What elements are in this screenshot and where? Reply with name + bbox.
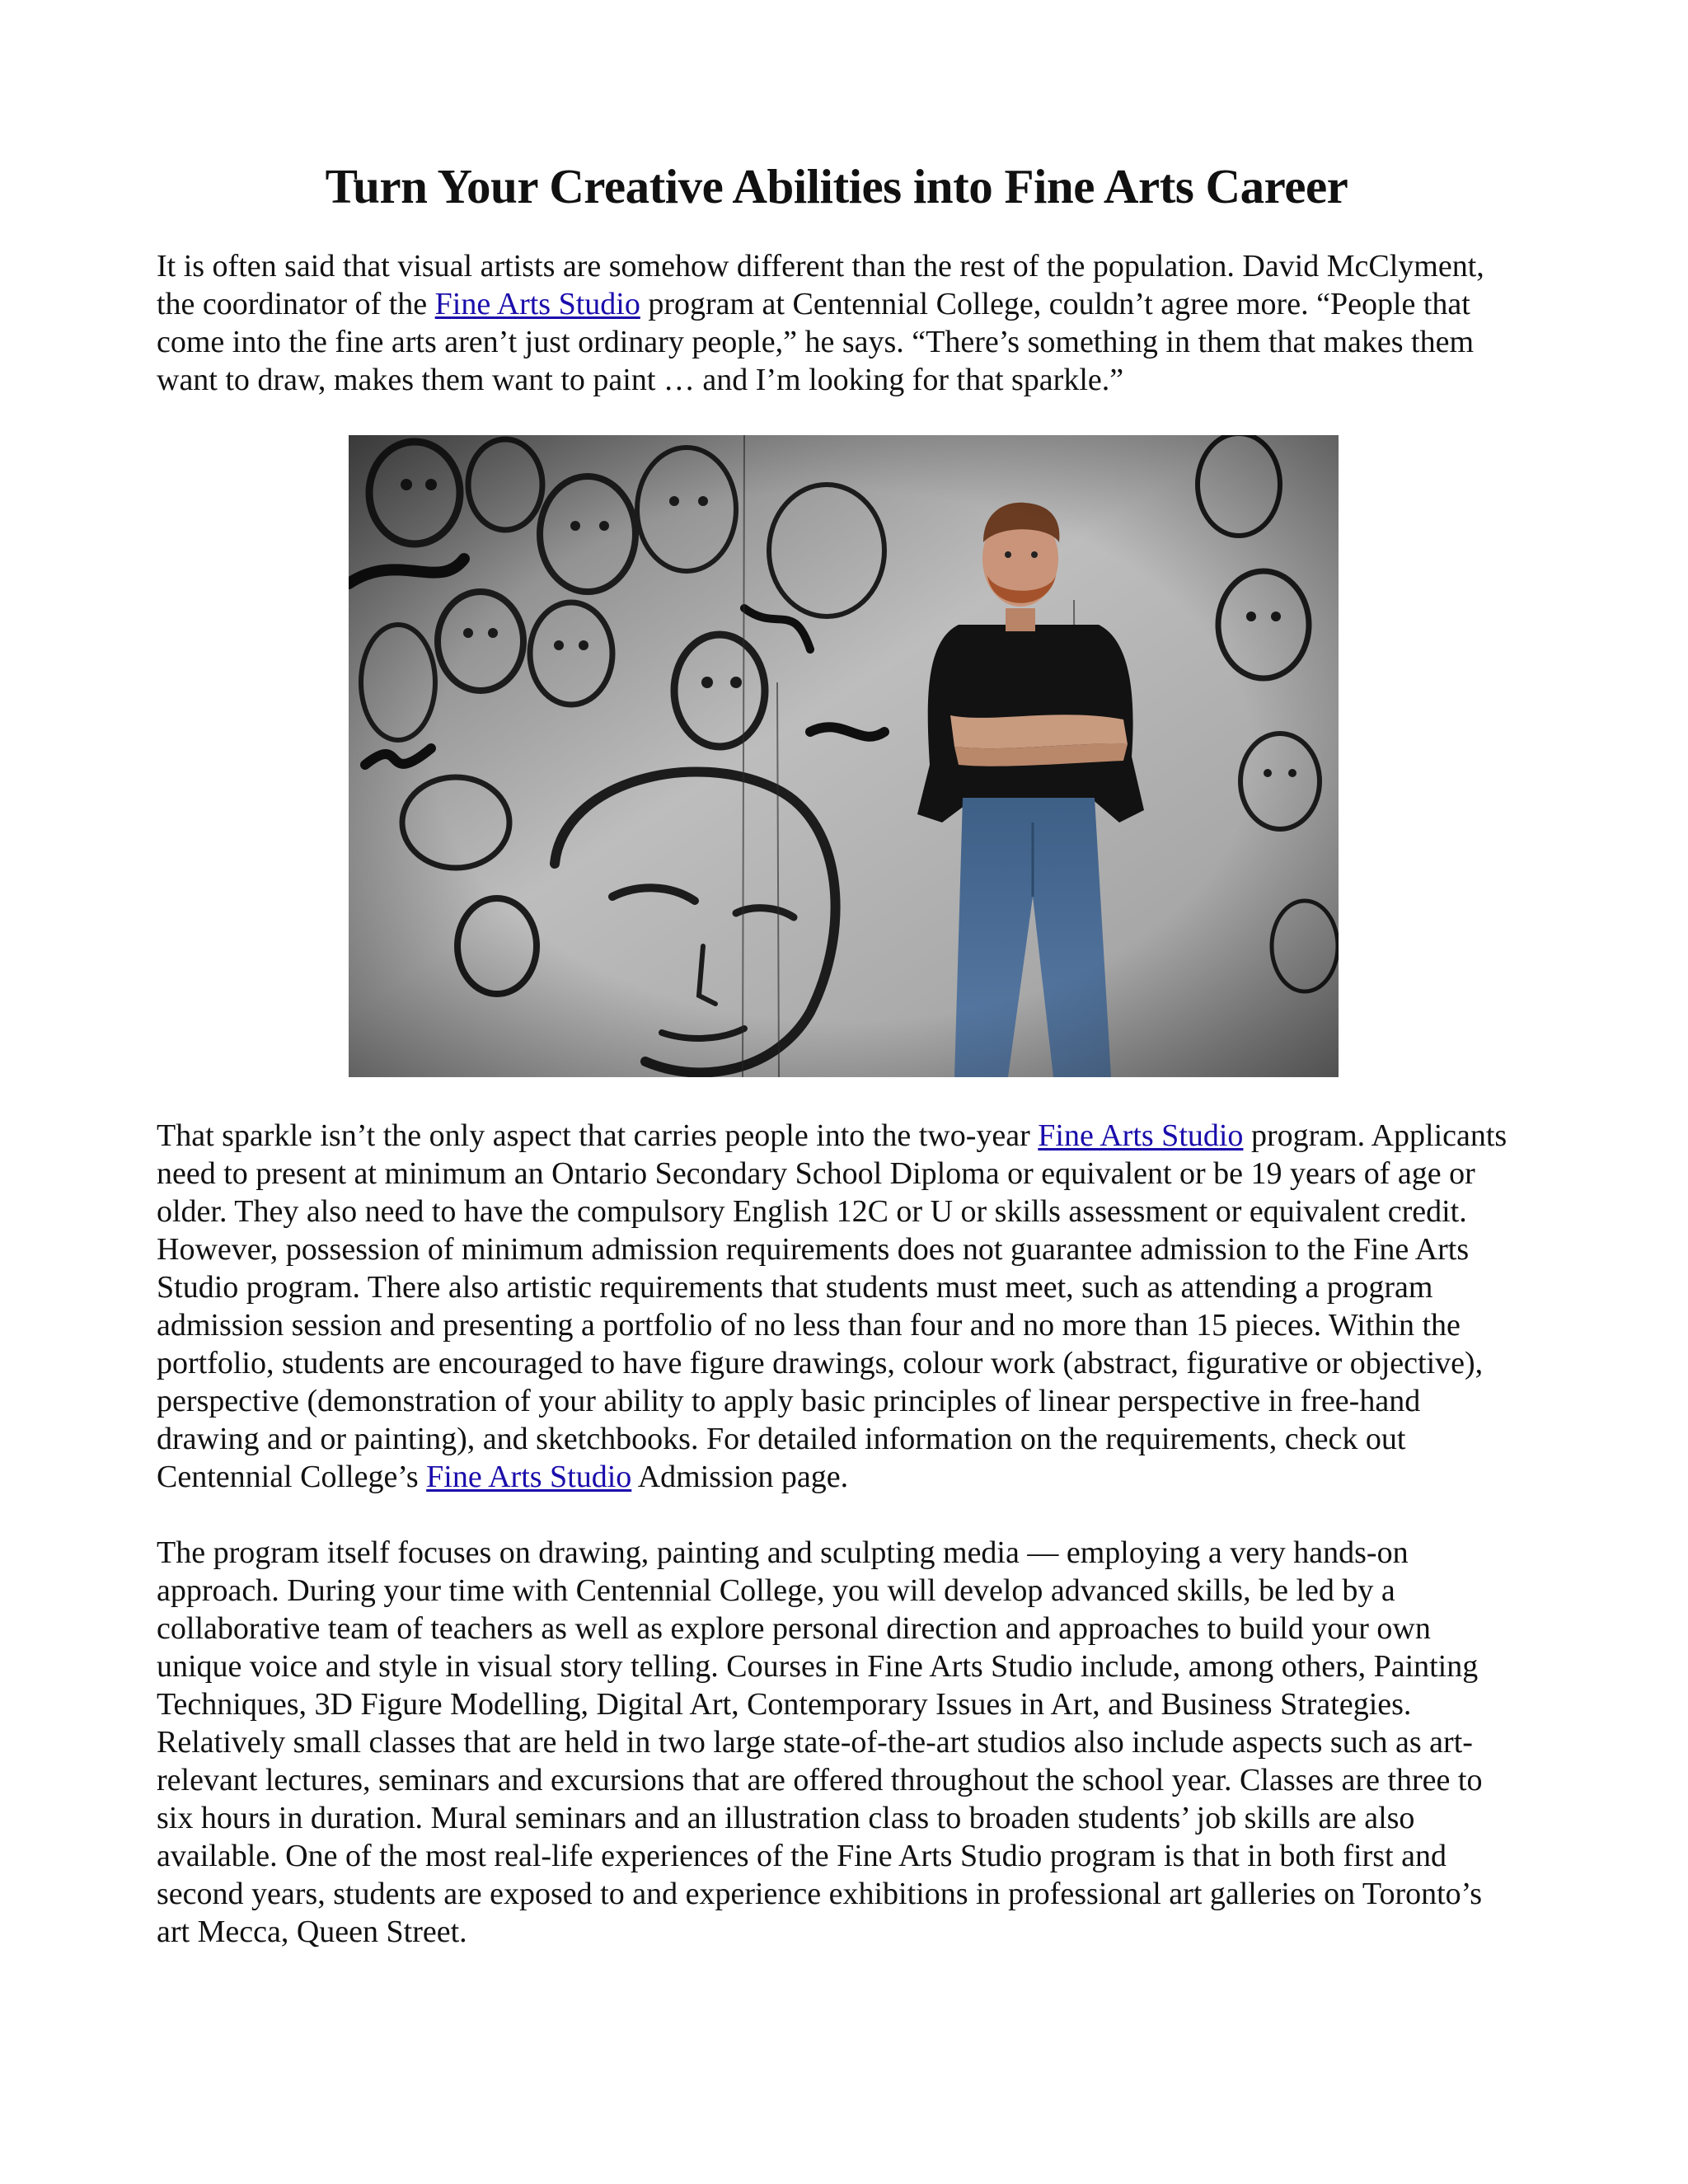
article-title: Turn Your Creative Abilities into Fine Arts Career xyxy=(325,159,1348,213)
article xyxy=(157,157,1517,1951)
intro-text-end: program at Centennial College, couldn’t agree more. “People that come into the fine arts aren’t just ordinary people,” he says. “There’s something in them that makes them want to draw, makes them want to paint … and I’m looking for that sparkle.” xyxy=(157,287,1475,397)
requirements-paragraph xyxy=(157,1117,1517,1496)
intro-text-start: It is often said that visual artists are somehow different than the rest of the population. David McClyment, the coordinator of the xyxy=(157,249,1484,321)
requirements-text-middle: program. Applicants need to present at minimum an Ontario Secondary School Diploma or equivalent or be 19 years of age or older. They also need to have the compulsory English 12C or U or skills assessment or equivalent credit. However, possession of minimum admission requirements does not guarantee admission to the Fine Arts Studio program. There also artistic requirements that students must meet, such as attending a program admission session and presenting a portfolio of no less than four and no more than 15 pieces. Within the portfolio, students are encouraged to have figure drawings, colour work (abstract, figurative or objective), perspective (demonstration of your ability to apply basic principles of linear perspective in free-hand drawing and or painting), and sketchbooks. For detailed information on the requirements, check out Centennial College’s xyxy=(157,1118,1507,1494)
requirements-text-end: Admission page. xyxy=(631,1460,849,1494)
fine-arts-studio-link[interactable]: Fine Arts Studio xyxy=(434,287,640,321)
requirements-text-start: That sparkle isn’t the only aspect that carries people into the two-year xyxy=(157,1118,1039,1153)
program-paragraph: The program itself focuses on drawing, painting and sculpting media — employing a very hands-on approach. During your time with Centennial College, you will develop advanced skills, be led by a collaborative team of teachers as well as explore personal direction and approaches to build your own unique voice and style in visual story telling. Courses in Fine Arts Studio include, among others, Painting Techniques, 3D Figure Modelling, Digital Art, Contemporary Issues in Art, and Business Strategies. Relatively small classes that are held in two large state-of-the-art studios also include aspects such as art-relevant lectures, seminars and excursions that are offered throughout the school year. Classes are three to six hours in duration. Mural seminars and an illustration class to broaden students’ job skills are also available. One of the most real-life experiences of the Fine Arts Studio program is that in both first and second years, students are exposed to and experience exhibitions in professional art galleries on Toronto’s art Mecca, Queen Street. xyxy=(157,1535,1483,1949)
article-photo xyxy=(349,435,1339,1077)
intro-paragraph xyxy=(157,247,1517,399)
fine-arts-studio-link[interactable]: Fine Arts Studio xyxy=(1038,1118,1244,1153)
fine-arts-studio-admission-link[interactable]: Fine Arts Studio xyxy=(426,1460,632,1494)
